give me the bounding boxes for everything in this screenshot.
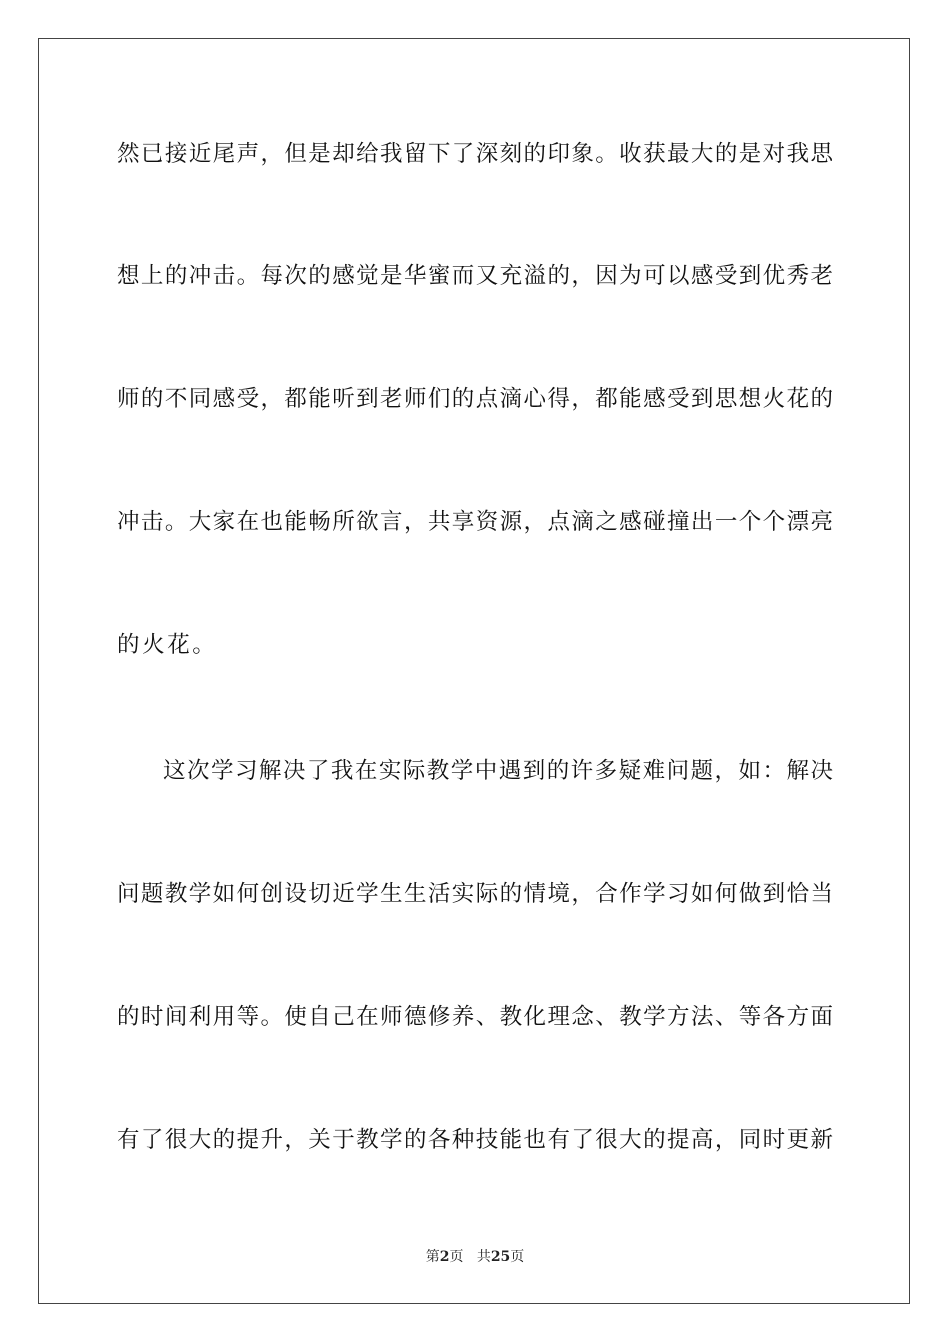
page-footer	[0, 1248, 950, 1266]
text-line-6: 这次学习解决了我在实际教学中遇到的许多疑难问题，如：解决	[163, 758, 833, 784]
footer-page-suffix: 页	[449, 1249, 464, 1265]
footer-total-suffix: 页	[510, 1249, 525, 1265]
footer-page-number: 2	[439, 1249, 450, 1265]
text-line-3: 师的不同感受，都能听到老师们的点滴心得，都能感受到思想火花的	[117, 386, 833, 412]
text-line-1: 然已接近尾声，但是却给我留下了深刻的印象。收获最大的是对我思	[117, 141, 833, 167]
text-line-2: 想上的冲击。每次的感觉是华蜜而又充溢的，因为可以感受到优秀老	[117, 263, 833, 289]
text-line-5: 的火花。	[117, 632, 218, 658]
text-line-8: 的时间利用等。使自己在师德修养、教化理念、教学方法、等各方面	[117, 1004, 833, 1030]
text-line-9: 有了很大的提升，关于教学的各种技能也有了很大的提高，同时更新	[117, 1127, 833, 1153]
text-line-7: 问题教学如何创设切近学生生活实际的情境，合作学习如何做到恰当	[117, 881, 833, 907]
page-border	[38, 38, 910, 1304]
footer-page-prefix: 第	[425, 1249, 440, 1265]
footer-total-pages: 25	[490, 1249, 511, 1265]
footer-total-prefix: 共	[476, 1249, 491, 1265]
text-line-4: 冲击。大家在也能畅所欲言，共享资源，点滴之感碰撞出一个个漂亮	[117, 509, 833, 535]
